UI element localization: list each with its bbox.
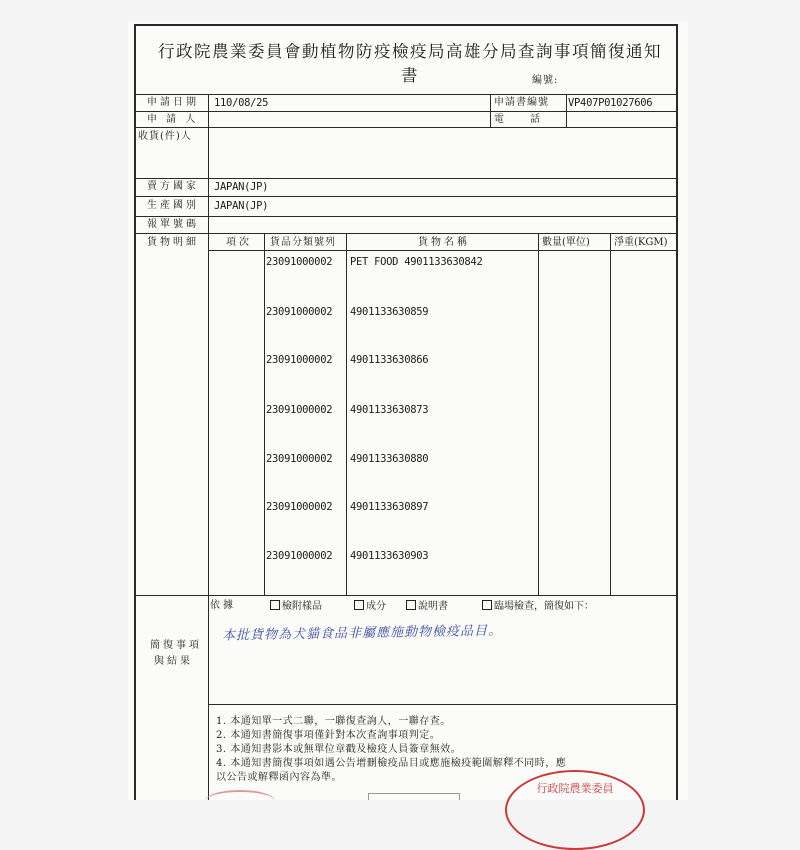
official-seal [505, 770, 645, 850]
col-header-code: 貨品分類號列 [270, 237, 336, 248]
note-item: 以公告或解釋函內容為準。 [216, 772, 342, 783]
col-divider [346, 233, 347, 595]
option-sample-label: 檢附樣品 [282, 601, 322, 612]
frame-top [134, 24, 678, 26]
option-manual-label: 說明書 [418, 601, 448, 612]
goods-code: 23091000002 [266, 550, 333, 562]
bl-no-label: 報單號碼 [147, 219, 199, 230]
col-header-name: 貨物名稱 [418, 237, 470, 248]
reply-label-line1: 簡復事項 [150, 640, 202, 651]
row-line [134, 216, 678, 217]
goods-name: PET FOOD 4901133630842 [350, 256, 483, 268]
row-line [208, 704, 678, 705]
option-manual [406, 600, 448, 613]
note-item: 2. 本通知書簡復事項僅針對本次查詢事項判定。 [216, 730, 441, 741]
document-title: 行政院農業委員會動植物防疫檢疫局高雄分局查詢事項簡復通知書 [158, 42, 662, 85]
frame-right [676, 24, 678, 800]
row-line [208, 250, 678, 251]
col-divider [538, 233, 539, 595]
note-item: 1. 本通知單一式二聯，一聯復查詢人，一聯存查。 [216, 716, 451, 727]
goods-code: 23091000002 [266, 256, 333, 268]
goods-name: 4901133630903 [350, 550, 429, 562]
col-header-qty: 數量(單位) [542, 237, 590, 248]
consignee-label: 收貨(件)人 [138, 131, 192, 142]
col-header-weight: 淨重(KGM) [614, 237, 668, 248]
col-divider [490, 94, 491, 127]
checkbox-ingredient [354, 600, 364, 610]
goods-code: 23091000002 [266, 404, 333, 416]
handwritten-result: 本批貨物為犬貓食品非屬應施動物檢疫品目。 [221, 623, 503, 644]
checkbox-manual [406, 600, 416, 610]
row-line [134, 196, 678, 197]
option-inspection-label: 臨場檢查，簡復如下： [494, 601, 594, 612]
option-sample [270, 600, 322, 613]
serial-label: 編號: [532, 75, 559, 86]
goods-code: 23091000002 [266, 306, 333, 318]
note-item: 3. 本通知書影本或無單位章戳及檢疫人員簽章無效。 [216, 744, 462, 755]
seal-text: 行政院農業委員 [536, 782, 614, 795]
apply-no-value: VP407P01027606 [568, 97, 653, 109]
goods-code: 23091000002 [266, 453, 333, 465]
phone-label: 電 話 [494, 114, 542, 125]
signature-box [368, 793, 460, 800]
origin-country-label: 生產國別 [147, 200, 199, 211]
goods-name: 4901133630880 [350, 453, 429, 465]
goods-code: 23091000002 [266, 501, 333, 513]
apply-no-label: 申請書編號 [494, 97, 549, 108]
red-stamp-arc [205, 790, 275, 812]
row-line [134, 178, 678, 179]
goods-label: 貨物明細 [147, 237, 199, 248]
apply-date-label: 申請日期 [147, 97, 199, 108]
goods-name: 4901133630873 [350, 404, 429, 416]
checkbox-inspection [482, 600, 492, 610]
option-ingredient-label: 成分 [366, 601, 386, 612]
option-inspection [482, 600, 594, 613]
row-line [134, 127, 678, 128]
checkbox-sample [270, 600, 280, 610]
col-divider [566, 94, 567, 127]
col-divider [264, 233, 265, 595]
row-line [134, 111, 678, 112]
frame-left [134, 24, 136, 800]
reply-label-line2: 與結果 [154, 656, 193, 667]
origin-country-value: JAPAN(JP) [214, 200, 269, 212]
option-ingredient [354, 600, 386, 613]
applicant-label: 申 請 人 [147, 114, 199, 125]
row-line [134, 595, 678, 596]
goods-name: 4901133630866 [350, 354, 429, 366]
col-divider [610, 233, 611, 595]
goods-name: 4901133630859 [350, 306, 429, 318]
row-line [134, 233, 678, 234]
goods-code: 23091000002 [266, 354, 333, 366]
row-line [134, 94, 678, 95]
basis-label: 依據 [210, 600, 236, 611]
note-item: 4. 本通知書簡復事項如遇公告增刪檢疫品目或應施檢疫範圍解釋不同時，應 [216, 758, 567, 769]
col-header-item: 項次 [226, 237, 252, 248]
goods-name: 4901133630897 [350, 501, 429, 513]
seller-country-label: 賣方國家 [147, 181, 199, 192]
label-col-divider [208, 94, 209, 800]
apply-date-value: 110/08/25 [214, 97, 269, 109]
seller-country-value: JAPAN(JP) [214, 181, 269, 193]
